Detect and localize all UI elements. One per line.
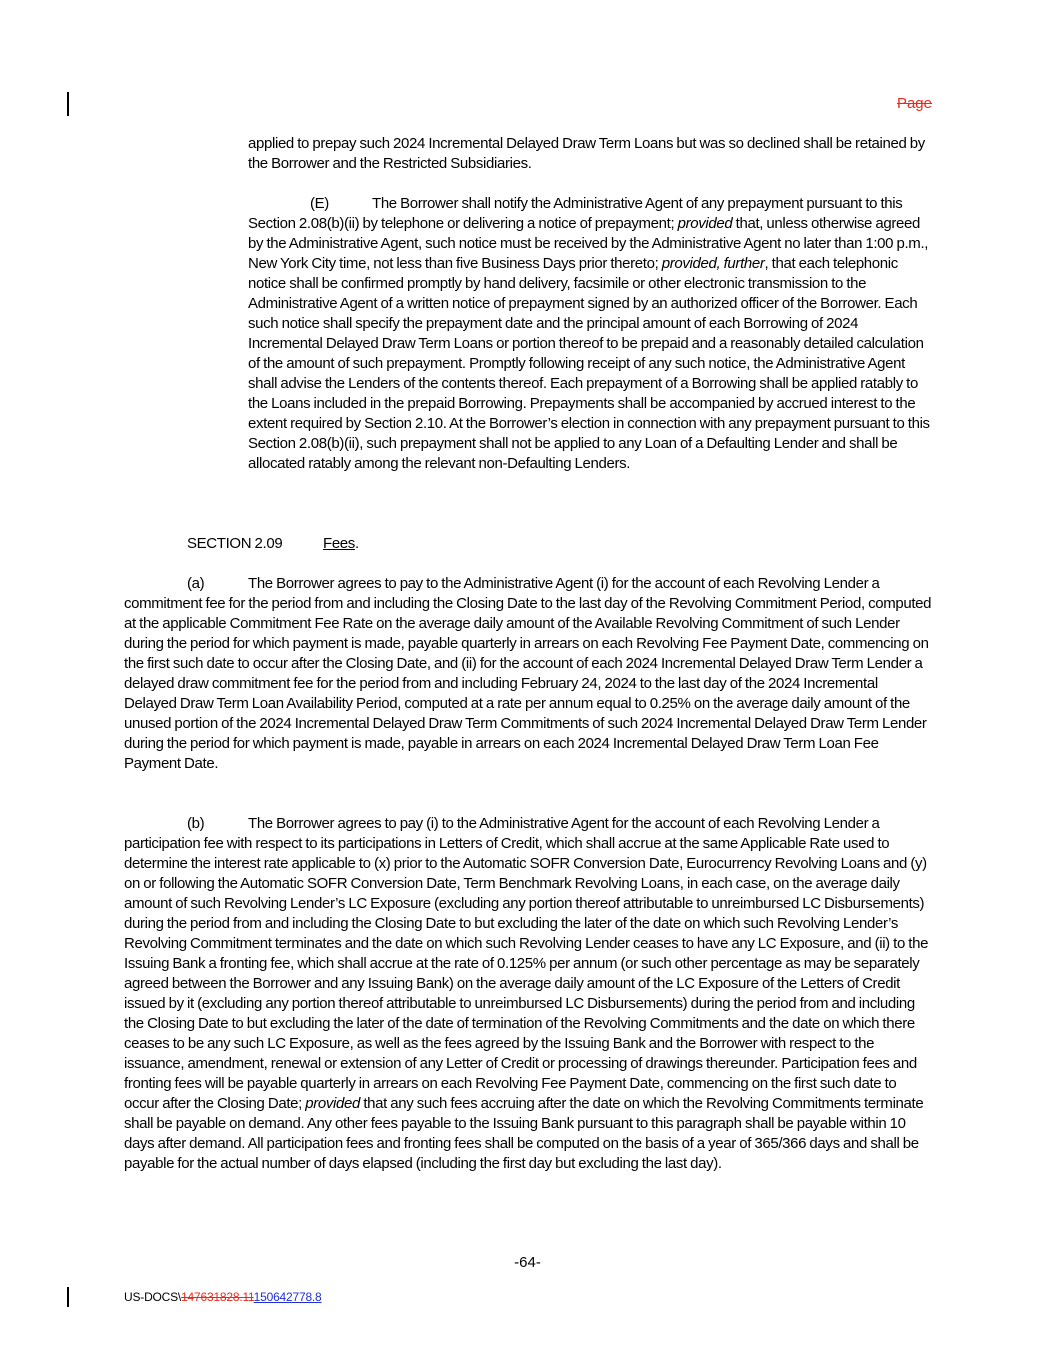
paragraph-b-label: (b) xyxy=(187,815,205,832)
paragraph-a-text: The Borrower agrees to pay to the Administrative Agent (i) for the account of each Revolving Lender a commitment fee for the period from and including the Closing Date to the last day of the Revolving Commitment Period, computed at the applicable Commitment Fee Rate on the average daily amount of the Available Revolving Commitment of such Lender during the period for which payment is made, payable quarterly in arrears on each Revolving Fee Payment Date, commencing on the first such date to occur after the Closing Date, and (ii) for the account of each 2024 Incremental Delayed Draw Term Lender a delayed draw commitment fee for the period from and including February 24, 2024 to the last day of the 2024 Incremental Delayed Draw Term Loan Availability Period, computed at a rate per annum equal to 0.25% on the average daily amount of the unused portion of the 2024 Incremental Delayed Draw Term Commitments of such 2024 Incremental Delayed Draw Term Lender during the period for which payment is made, payable in arrears on each 2024 Incremental Delayed Draw Term Loan Fee Payment Date. xyxy=(124,575,932,772)
paragraph-b-provided: provided xyxy=(305,1095,361,1112)
paragraph-e-text-2: that, unless otherwise agreed by the Administrative Agent, such notice must be received by the Administrative Agent no later than 1:00 p.m., New York City time, not less than five Business Days prior thereto; xyxy=(248,215,929,272)
document-number xyxy=(124,1290,322,1304)
paragraph-e-provided-further: provided, further xyxy=(661,255,765,272)
page-number: -64- xyxy=(514,1254,541,1271)
section-number: SECTION 2.09 xyxy=(187,535,283,552)
paragraph-b-text-1: The Borrower agrees to pay (i) to the Administrative Agent for the account of each Revolving Lender a participation fee with respect to its participations in Letters of Credit, which shall accrue at the same Applicable Rate used to determine the interest rate applicable to (x) prior to the Automatic SOFR Conversion Date, Eurocurrency Revolving Loans and (y) on or following the Automatic SOFR Conversion Date, Term Benchmark Revolving Loans, in each case, on the average daily amount of such Revolving Lender’s LC Exposure (excluding any portion thereof attributable to unreimbursed LC Disbursements) during the period from and including the Closing Date to but excluding the later of the date on which such Revolving Lender’s Revolving Commitment terminates and the date on which such Revolving Lender ceases to have any LC Exposure, and (ii) to the Issuing Bank a fronting fee, which shall accrue at the rate of 0.125% per annum (or such other percentage as may be separately agreed between the Borrower and any Issuing Bank) on the average daily amount of the LC Exposure of the Letters of Credit issued by it (excluding any portion thereof attributable to unreimbursed LC Disbursements) during the period from and including the Closing Date to but excluding the later of the date of termination of the Revolving Commitments and the date on which there ceases to be any such LC Exposure, as well as the fees agreed by the Issuing Bank and the Borrower with respect to the issuance, amendment, renewal or extension of any Letter of Credit or processing of drawings thereunder. Participation fees and fronting fees will be payable quarterly in arrears on each Revolving Fee Payment Date, commencing on the first such date to occur after the Closing Date; xyxy=(124,815,929,1112)
paragraph-b xyxy=(124,814,932,1174)
section-title-period: . xyxy=(354,535,359,552)
section-heading xyxy=(187,534,359,554)
paragraph-e xyxy=(248,194,932,474)
doc-number-deleted: 147631828.11 xyxy=(181,1290,254,1304)
doc-number-inserted: 150642778.8 xyxy=(253,1290,322,1304)
change-bar-top xyxy=(67,92,69,116)
section-title: Fees xyxy=(323,535,355,552)
paragraph-e-label: (E) xyxy=(310,195,329,212)
continuation-paragraph: applied to prepay such 2024 Incremental Delayed Draw Term Loans but was so declined shall be retained by the Borrower and the Restricted Subsidiaries. xyxy=(248,135,925,172)
paragraph-a xyxy=(124,574,932,774)
doc-number-prefix: US-DOCS\ xyxy=(124,1290,182,1304)
paragraph-e-provided: provided xyxy=(677,215,733,232)
paragraph-e-text-1: The Borrower shall notify the Administrative Agent of any prepayment pursuant to this Section 2.08(b)(ii) by telephone or delivering a notice of prepayment; xyxy=(248,195,903,232)
paragraph-a-label: (a) xyxy=(187,575,205,592)
header-page-label: Page xyxy=(896,95,932,112)
paragraph-e-text-3: , that each telephonic notice shall be confirmed promptly by hand delivery, facsimile or other electronic transmission to the Administrative Agent of a written notice of prepayment signed by an authorized officer of the Borrower. Each such notice shall specify the prepayment date and the principal amount of each Borrowing of 2024 Incremental Delayed Draw Term Loans or portion thereof to be prepaid and a reasonably detailed calculation of the amount of such prepayment. Promptly following receipt of any such notice, the Administrative Agent shall advise the Lenders of the contents thereof. Each prepayment of a Borrowing shall be applied ratably to the Loans included in the prepaid Borrowing. Prepayments shall be accompanied by accrued interest to the extent required by Section 2.10. At the Borrower’s election in connection with any prepayment pursuant to this Section 2.08(b)(ii), such prepayment shall not be applied to any Loan of a Defaulting Lender and shall be allocated ratably among the relevant non-Defaulting Lenders. xyxy=(248,255,930,472)
change-bar-bottom xyxy=(67,1287,69,1307)
paragraph-b-text-2: that any such fees accruing after the date on which the Revolving Commitments terminate shall be payable on demand. Any other fees payable to the Issuing Bank pursuant to this paragraph shall be payable within 10 days after demand. All participation fees and fronting fees shall be computed on the basis of a year of 365/366 days and shall be payable for the actual number of days elapsed (including the first day but excluding the last day). xyxy=(124,1095,924,1172)
